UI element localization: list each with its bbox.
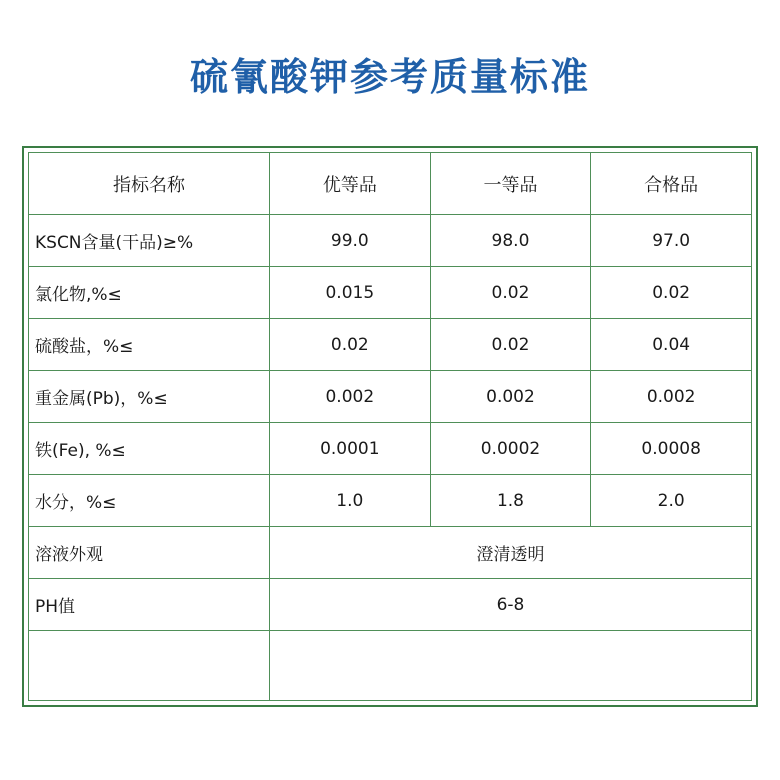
row-value-premium: 0.002 [270,371,431,423]
table-row [29,579,752,631]
table-row [29,423,752,475]
row-value-premium: 99.0 [270,215,431,267]
row-label: PH值 [29,579,270,631]
row-value-first: 98.0 [430,215,591,267]
table-row [29,319,752,371]
table-row [29,475,752,527]
row-value-qualified: 97.0 [591,215,752,267]
row-value-merged: 澄清透明 [270,527,752,579]
row-value-premium: 1.0 [270,475,431,527]
row-label: 氯化物,%≤ [29,267,270,319]
row-label: KSCN含量(干品)≥% [29,215,270,267]
row-value-qualified: 0.04 [591,319,752,371]
row-value-premium: 0.015 [270,267,431,319]
row-label: 重金属(Pb)，%≤ [29,371,270,423]
table-row [29,371,752,423]
row-value-merged [270,631,752,701]
row-value-first: 0.0002 [430,423,591,475]
spec-table-container [22,146,758,707]
row-value-premium: 0.0001 [270,423,431,475]
column-header-premium: 优等品 [270,153,431,215]
column-header-first: 一等品 [430,153,591,215]
page-title: 硫氰酸钾参考质量标准 [189,55,590,99]
row-value-qualified: 0.002 [591,371,752,423]
table-row [29,267,752,319]
table-row [29,631,752,701]
row-value-merged: 6-8 [270,579,752,631]
row-label: 硫酸盐，%≤ [29,319,270,371]
row-value-first: 1.8 [430,475,591,527]
table-header-row [29,153,752,215]
row-value-qualified: 0.02 [591,267,752,319]
row-label: 水分，%≤ [29,475,270,527]
row-value-first: 0.002 [430,371,591,423]
column-header-qualified: 合格品 [591,153,752,215]
column-header-name: 指标名称 [29,153,270,215]
row-label: 溶液外观 [29,527,270,579]
row-value-first: 0.02 [430,267,591,319]
table-row [29,527,752,579]
row-value-qualified: 2.0 [591,475,752,527]
spec-table [28,152,752,701]
row-value-first: 0.02 [430,319,591,371]
row-value-qualified: 0.0008 [591,423,752,475]
table-row [29,215,752,267]
row-label [29,631,270,701]
row-label: 铁(Fe), %≤ [29,423,270,475]
row-value-premium: 0.02 [270,319,431,371]
